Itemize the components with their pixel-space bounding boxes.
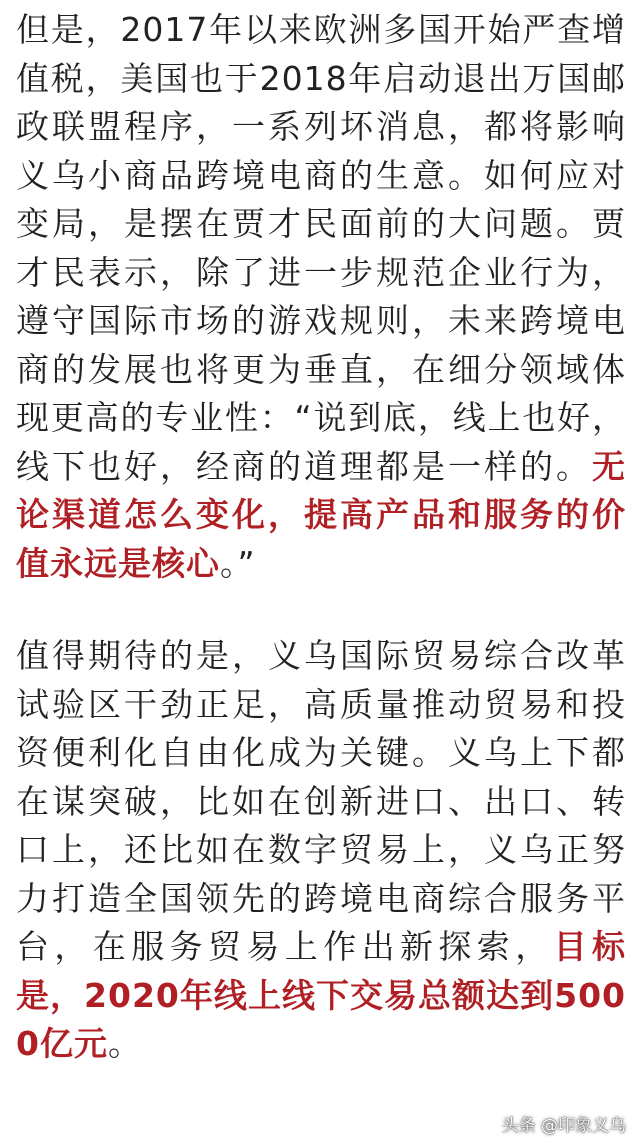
paragraph-1-text: 但是，2017年以来欧洲多国开始严查增值税，美国也于2018年启动退出万国邮政联盟程序，一系列坏消息，都将影响义乌小商品跨境电商的生意。如何应对变局，是摆在贾才民面前的大问题。贾才民表示，除了进一步规范企业行为，遵守国际市场的游戏规则，未来跨境电商的发展也将更为垂直，在细分领域体现更高的专业性：“说到底，线上也好，线下也好，经商的道理都是一样的。 <box>16 10 626 486</box>
paragraph-1-highlight: 无论渠道怎么变化，提高产品和服务的价值永远是核心 <box>16 446 626 583</box>
article-body <box>16 6 626 1069</box>
paragraph-1-tail: 。” <box>220 543 256 583</box>
source-watermark: 头条 @印象义乌 <box>501 1116 626 1136</box>
paragraph-2-tail: 。 <box>107 1024 142 1063</box>
article-paragraph-2 <box>16 632 626 1069</box>
paragraph-2-text: 值得期待的是，义乌国际贸易综合改革试验区干劲正足，高质量推动贸易和投资便利化自由化成为关键。义乌上下都在谋突破，比如在创新进口、出口、转口上，还比如在数字贸易上，义乌正努力打造全国领先的跨境电商综合服务平台，在服务贸易上作出新探索， <box>16 636 626 966</box>
paragraph-2-highlight: 目标是，2020年线上线下交易总额达到5000亿元 <box>16 927 627 1063</box>
article-paragraph-1 <box>16 6 626 588</box>
